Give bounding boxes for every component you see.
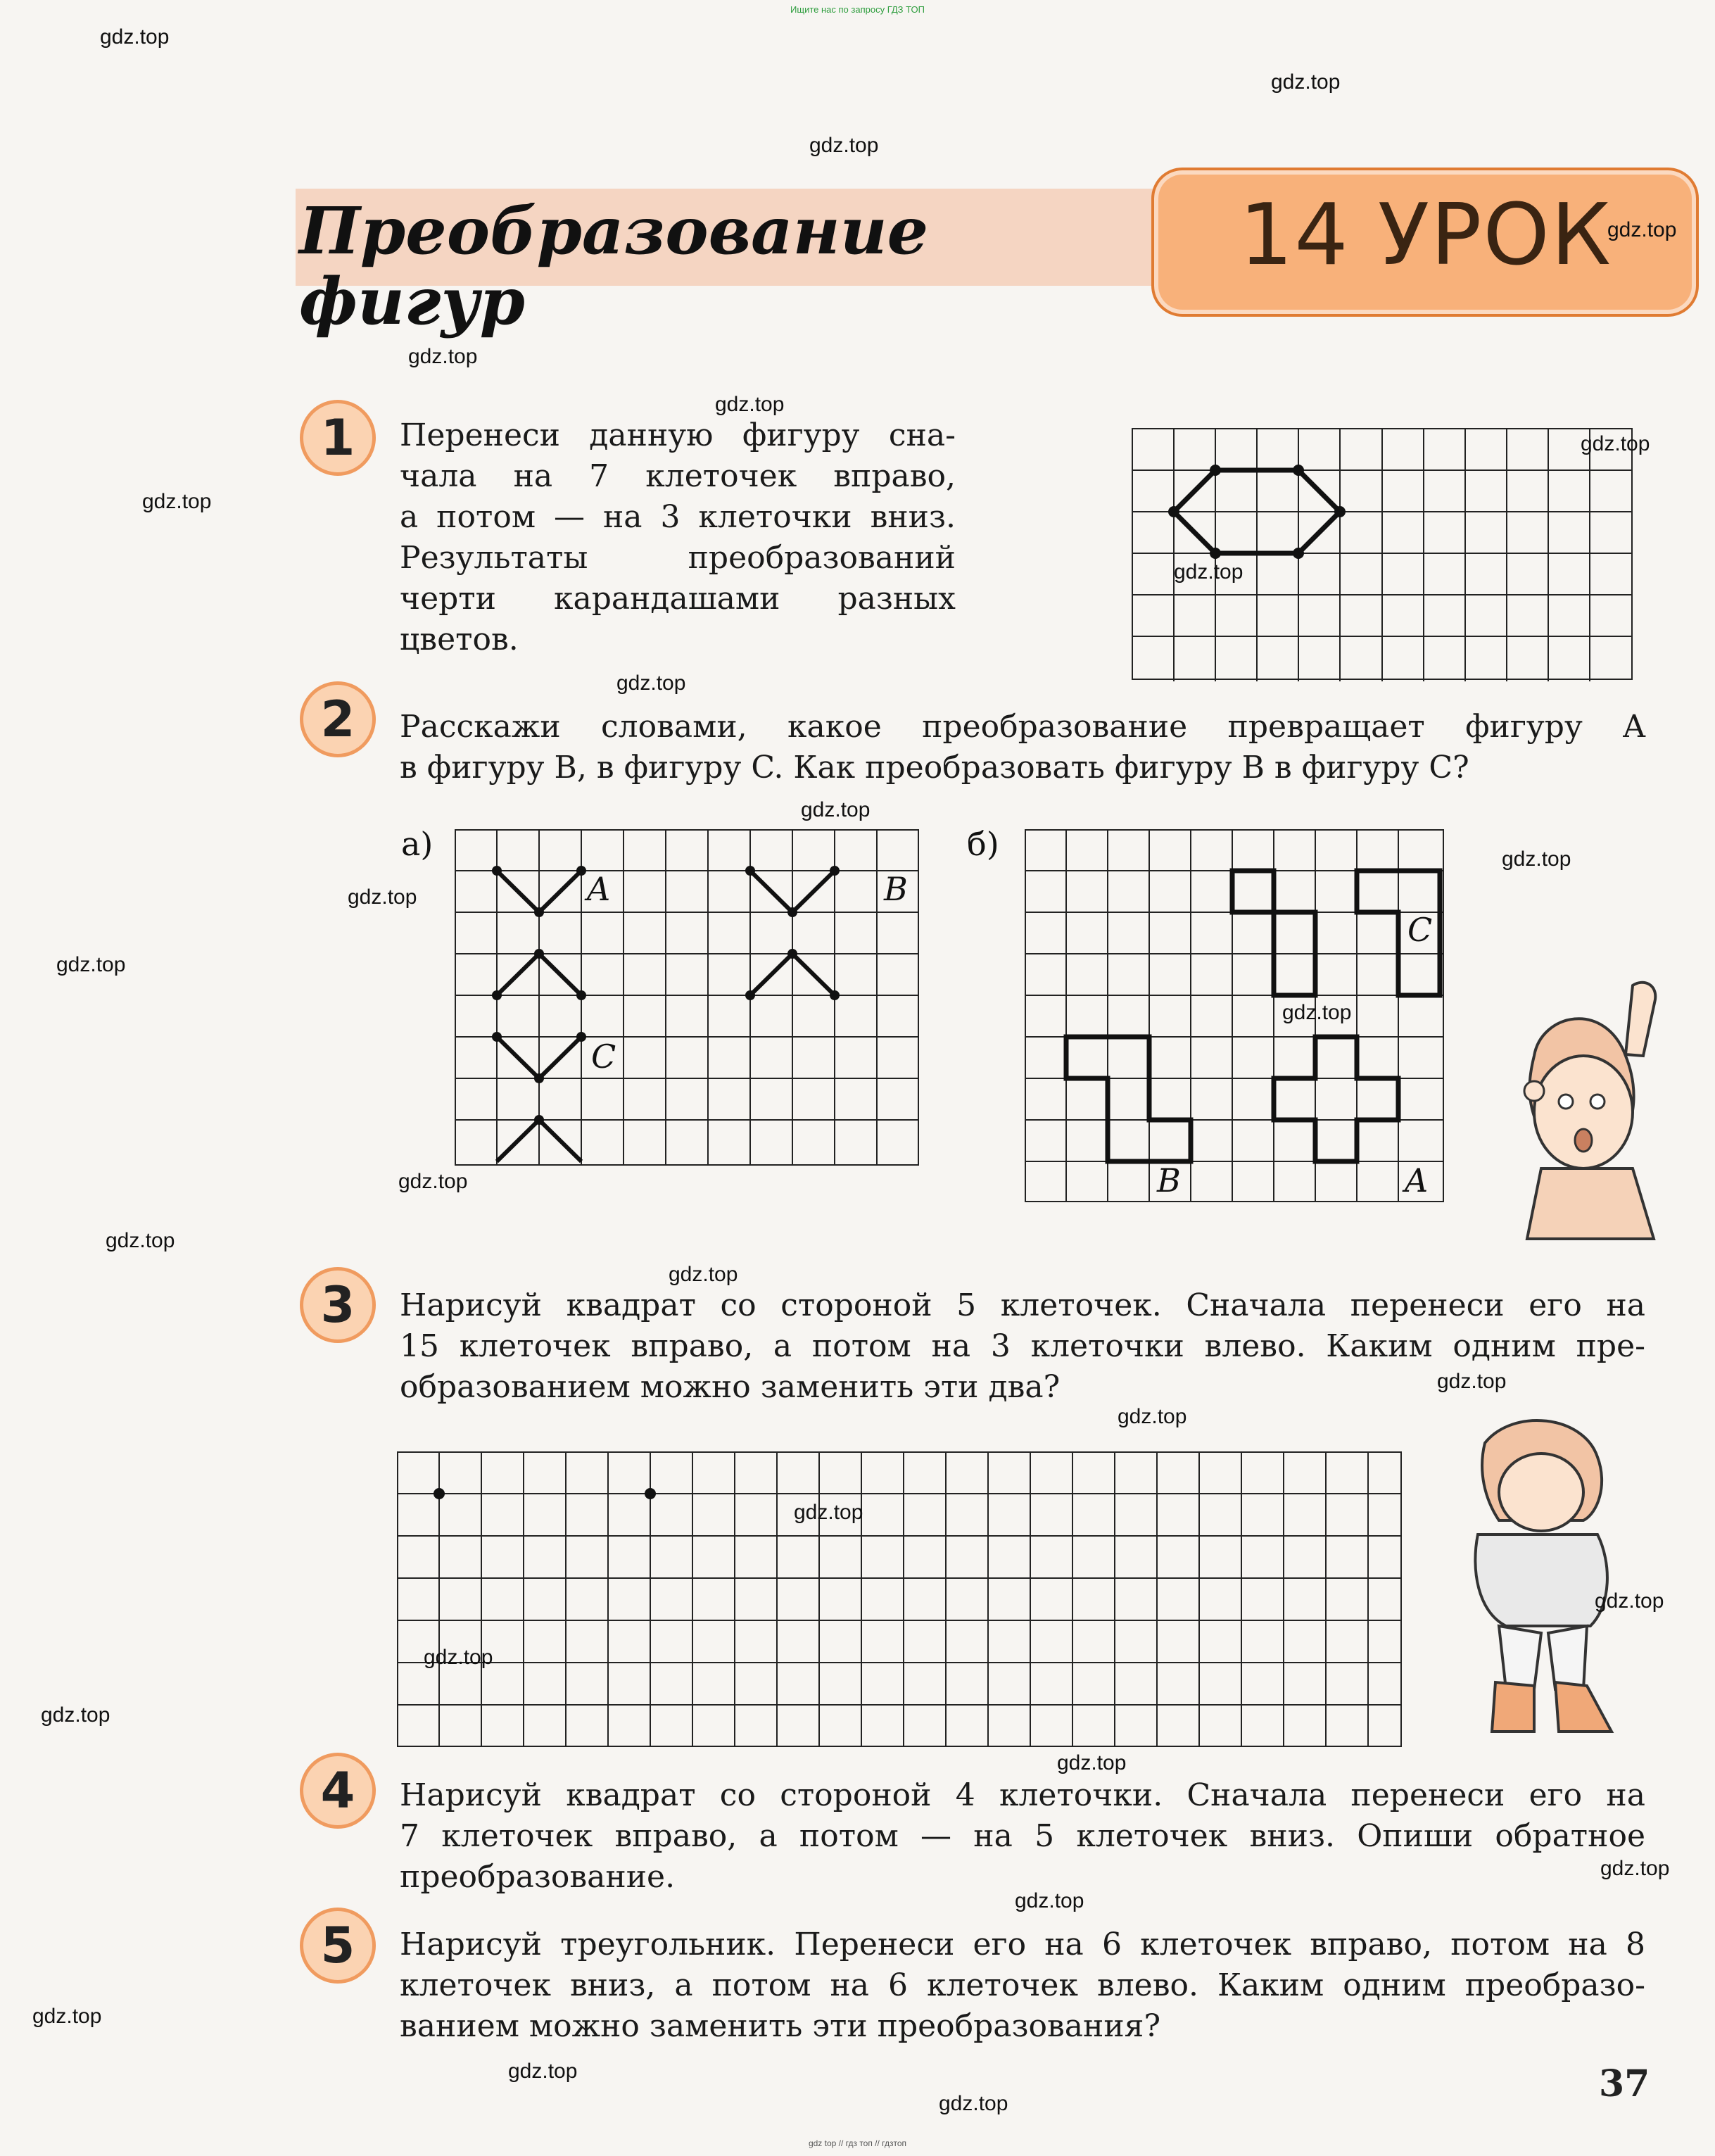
- watermark: gdz.top: [1502, 847, 1571, 871]
- title-line-1: Преобразование: [299, 193, 929, 269]
- task-1-line: Результаты преобразований: [400, 540, 956, 576]
- label-C-b: C: [1407, 911, 1433, 949]
- task-4-line: 7 клеточек вправо, а потом — на 5 клеточек вниз. Опиши обратное: [400, 1818, 1645, 1854]
- label-C: C: [591, 1038, 616, 1076]
- watermark: gdz.top: [398, 1170, 468, 1193]
- task-2a-grid: [455, 829, 919, 1166]
- watermark: gdz.top: [715, 393, 785, 416]
- header-note: Ищите нас по запросу ГДЗ ТОП: [790, 4, 925, 15]
- task-4-text: [400, 1775, 1645, 1898]
- label-A-b: A: [1405, 1161, 1429, 1199]
- task-1-line: черти карандашами разных: [400, 581, 956, 617]
- lesson-badge-text: 14 УРОК: [1239, 187, 1612, 284]
- task-3-line: 15 клеточек вправо, а потом на 3 клеточки влево. Каким одним пре-: [400, 1328, 1645, 1364]
- task-2b-label: б): [967, 825, 999, 863]
- task-5-line: ванием можно заменить эти преобразования?: [400, 2008, 1161, 2044]
- watermark: gdz.top: [616, 672, 686, 695]
- task-2a-label: а): [401, 825, 434, 863]
- watermark: gdz.top: [1437, 1370, 1507, 1393]
- task-4-line: Нарисуй квадрат со стороной 4 клеточки. Сначала перенеси его на: [400, 1777, 1645, 1813]
- watermark: gdz.top: [1057, 1751, 1127, 1774]
- watermark: gdz.top: [424, 1646, 493, 1669]
- task-4-line: преобразование.: [400, 1859, 676, 1895]
- task-1-line: чала на 7 клеточек вправо,: [400, 458, 956, 494]
- figure-A: [1274, 1037, 1398, 1161]
- watermark: gdz.top: [1600, 1857, 1670, 1880]
- task-3-line: Нарисуй квадрат со стороной 5 клеточек. Сначала перенеси его на: [400, 1287, 1645, 1323]
- task-5-line: Нарисуй треугольник. Перенеси его на 6 клеточек вправо, потом на 8: [400, 1927, 1645, 1962]
- task-2-line: Расскажи словами, какое преобразование превращает фигуру A: [400, 709, 1645, 745]
- page-title: [299, 193, 929, 339]
- watermark: gdz.top: [1581, 432, 1650, 455]
- task-5-line: клеточек вниз, а потом на 6 клеточек влево. Каким одним преобразо-: [400, 1967, 1645, 2003]
- watermark: gdz.top: [408, 345, 478, 368]
- task-1-line: Перенеси данную фигуру сна-: [400, 417, 956, 453]
- watermark: gdz.top: [801, 798, 871, 821]
- task-2b-grid: [1025, 829, 1444, 1202]
- task-3-number: 3: [320, 1276, 355, 1334]
- task-5-text: [400, 1924, 1645, 2047]
- task-1-line: а потом — на 3 клеточки вниз.: [400, 499, 956, 535]
- task-1-line: цветов.: [400, 622, 519, 657]
- watermark: gdz.top: [1174, 560, 1243, 584]
- watermark: gdz.top: [106, 1229, 175, 1252]
- label-B: B: [884, 870, 908, 908]
- figure-B: [1066, 1037, 1191, 1161]
- watermark: gdz.top: [1607, 218, 1677, 241]
- task-5-number: 5: [320, 1917, 355, 1974]
- watermark: gdz.top: [939, 2092, 1008, 2115]
- watermark: gdz.top: [1595, 1589, 1664, 1613]
- watermark: gdz.top: [41, 1703, 110, 1727]
- task-1-grid: [1132, 428, 1633, 681]
- watermark: gdz.top: [809, 134, 879, 157]
- label-A: A: [587, 870, 611, 908]
- watermark: gdz.top: [669, 1263, 738, 1286]
- watermark: gdz.top: [100, 25, 170, 49]
- watermark: gdz.top: [1015, 1889, 1084, 1912]
- watermark: gdz.top: [56, 953, 126, 976]
- watermark: gdz.top: [1271, 70, 1341, 94]
- watermark: gdz.top: [1118, 1405, 1187, 1428]
- boy-waving-illustration: [1492, 971, 1689, 1253]
- end-dot: [645, 1488, 656, 1499]
- title-line-2: фигур: [299, 263, 525, 339]
- watermark: gdz.top: [794, 1501, 863, 1524]
- start-dot: [434, 1488, 445, 1499]
- task-1-text: [400, 415, 956, 660]
- task-3-line: образованием можно заменить эти два?: [400, 1369, 1061, 1405]
- watermark: gdz.top: [508, 2060, 578, 2083]
- footer-note: gdz top // гдз топ // гдзтоп: [808, 2138, 907, 2148]
- task-2-line: в фигуру B, в фигуру C. Как преобразовать фигуру B в фигуру C?: [400, 750, 1469, 786]
- task-2-text: [400, 707, 1645, 788]
- task-4-number: 4: [320, 1762, 355, 1820]
- watermark: gdz.top: [32, 2005, 102, 2028]
- watermark: gdz.top: [348, 885, 417, 909]
- watermark: gdz.top: [1282, 1001, 1352, 1024]
- page-number: 37: [1599, 2062, 1650, 2105]
- watermark: gdz.top: [142, 490, 212, 513]
- task-1-number: 1: [320, 409, 355, 467]
- task-2-number: 2: [320, 691, 355, 748]
- task-3-grid: [397, 1451, 1402, 1747]
- figure-C-t: [1232, 871, 1315, 995]
- label-B-b: B: [1157, 1161, 1181, 1199]
- boy-hugging-illustration: [1429, 1401, 1647, 1753]
